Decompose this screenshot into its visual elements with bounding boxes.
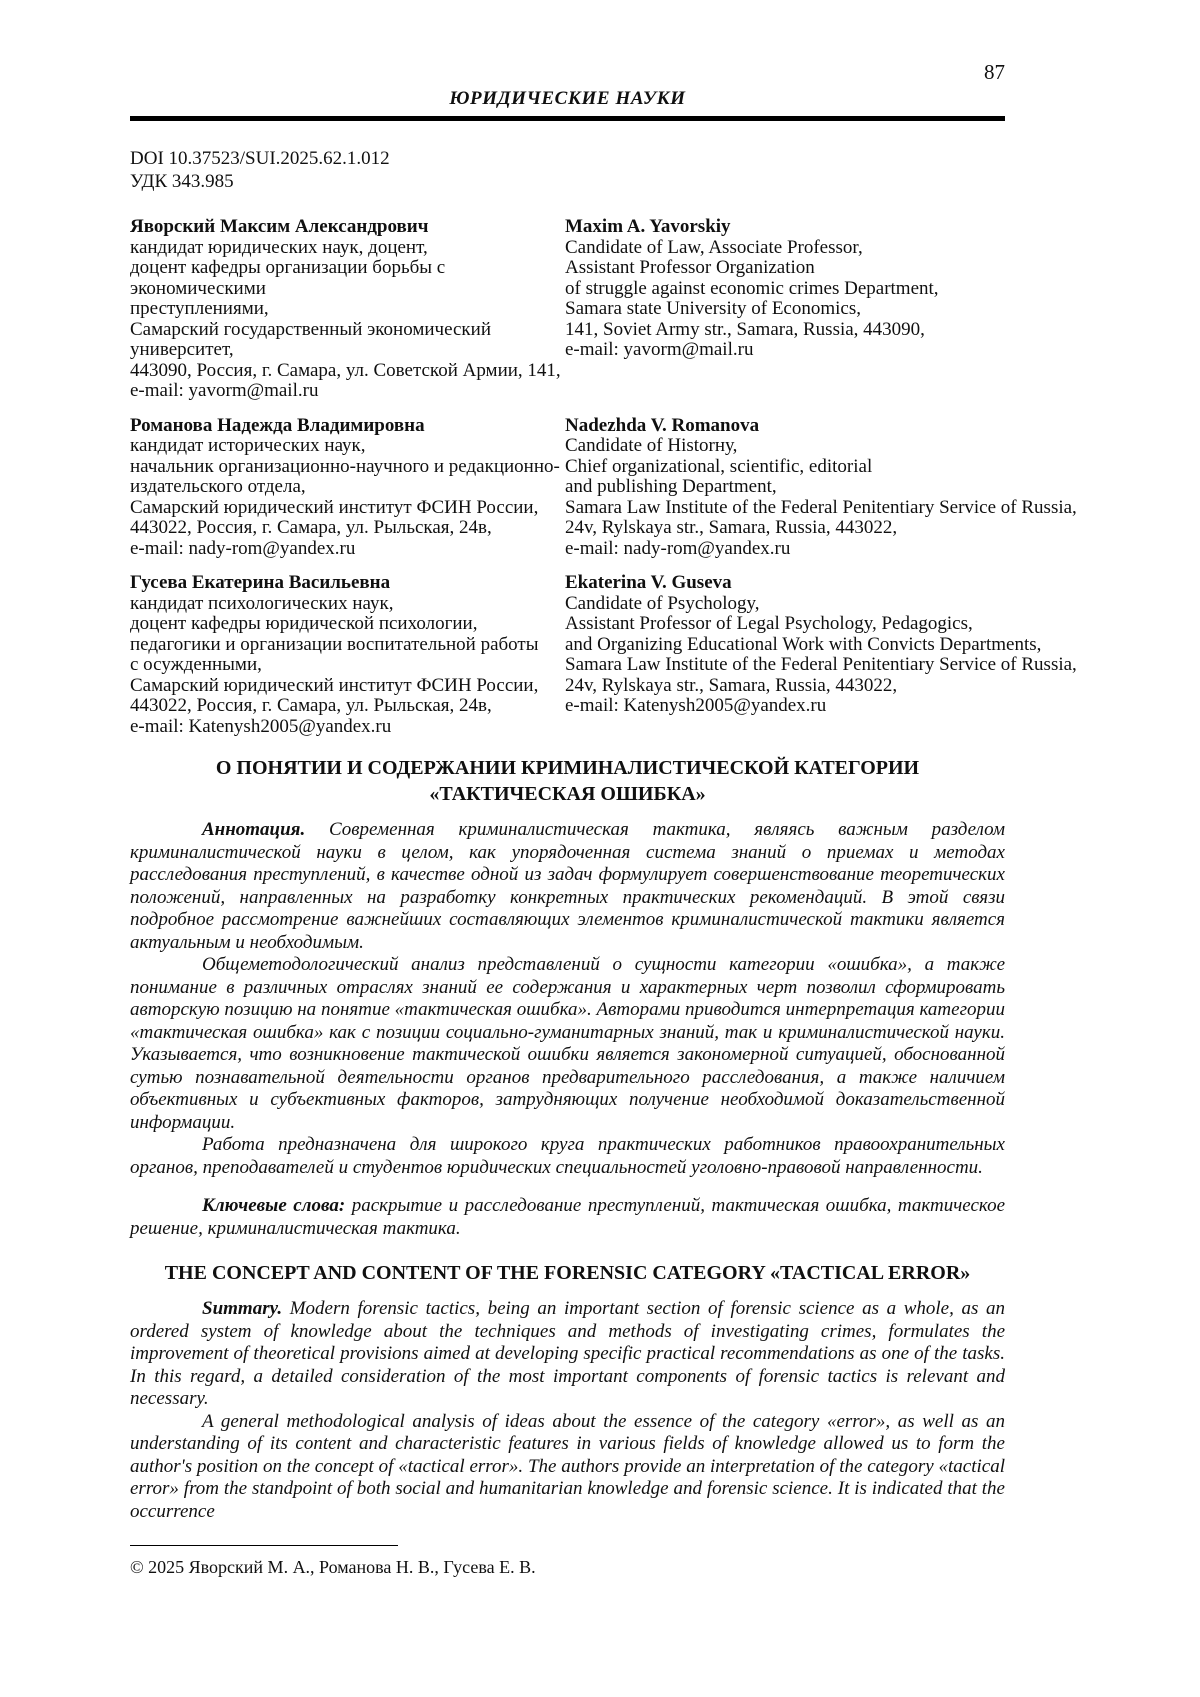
author-block-en (565, 416, 1105, 560)
author-block-en (565, 573, 1105, 737)
annotation-section (130, 819, 1005, 1179)
keywords-label: Ключевые слова: (202, 1195, 346, 1216)
article-title-ru: О ПОНЯТИИ И СОДЕРЖАНИИ КРИМИНАЛИСТИЧЕСКОЙ КАТЕГОРИИ «ТАКТИЧЕСКАЯ ОШИБКА» (215, 757, 920, 805)
summary-section (130, 1298, 1005, 1523)
author-name-en: Ekaterina V. Guseva (565, 572, 732, 593)
author-name-en: Maxim A. Yavorskiy (565, 216, 731, 237)
author-info-en: Candidate of Historну, Chief organizational, scientific, editorial and publishing Department, Samara Law Institute of the Federal Penitentiary Service of Russia, 24v, Rylskaya str., Samara, Russia, 443022, e-mail: nady-rom@yandex.ru (565, 435, 1077, 559)
keywords-section (130, 1195, 1005, 1240)
summary-text: Modern forensic tactics, being an important section of forensic science as a whole, as an ordered system of knowledge about the techniques and methods of investigating crimes, formulates the improvement of theoretical provisions aimed at developing specific practical recommendations as one of the tasks. In this regard, a detailed consideration of the most important components of forensic tactics is relevant and necessary. (130, 1298, 1005, 1409)
annotation-paragraph (130, 819, 1005, 954)
author-name-ru: Яворский Максим Александрович (130, 216, 429, 237)
keywords-text: раскрытие и расследование преступлений, тактическая ошибка, тактическое решение, криминалистическая тактика. (130, 1195, 1005, 1239)
annotation-paragraph: Общеметодологический анализ представлений о сущности категории «ошибка», а также понимание в различных отраслях знаний ее содержания и характерных черт позволил сформировать авторскую позицию на понятие «тактическая ошибка». Авторами приводится интерпретация категории «тактическая ошибка» как с позиции социально-гуманитарных знаний, так и криминалистической науки. Указывается, что возникновение тактической ошибки является закономерной ситуацией, обоснованной сутью познавательной деятельности органов предварительного расследования, а также наличием объективных и субъективных факторов, затрудняющих получение необходимой доказательственной информации. (130, 954, 1005, 1133)
keywords-paragraph (130, 1195, 1005, 1240)
author-name-ru: Романова Надежда Владимировна (130, 414, 425, 436)
author-name-ru: Гусева Екатерина Васильевна (130, 572, 391, 593)
summary-label: Summary. (202, 1298, 283, 1319)
page-number: 87 (984, 60, 1005, 84)
authors-section (130, 217, 1105, 737)
page-footer (130, 1545, 1005, 1578)
author-info-en: Candidate of Law, Associate Professor, Assistant Professor Organization of struggle against economic crimes Department, Samara state University of Economics, 141, Soviet Army str., Samara, Russia, 443090, e-mail: yavorm@mail.ru (565, 236, 939, 360)
doi: DOI 10.37523/SUI.2025.62.1.012 (130, 148, 390, 169)
article-meta (130, 147, 1005, 193)
header-rule (130, 116, 1005, 121)
annotation-paragraph: Работа предназначена для широкого круга практических работников правоохранительных органов, преподавателей и студентов юридических специальностей уголовно-правовой направленности. (130, 1134, 1005, 1178)
author-info-ru: кандидат юридических наук, доцент, доцент кафедры организации борьбы с экономическими преступлениями, Самарский государственный экономический университет, 443090, Россия, г. Самара, ул. Советской Армии, 141, e-mail: yavorm@mail.ru (130, 236, 561, 401)
author-block-ru (130, 573, 565, 737)
udk: УДК 343.985 (130, 171, 234, 192)
footer-rule (130, 1545, 398, 1546)
copyright: © 2025 Яворский М. А., Романова Н. В., Гусева Е. В. (130, 1557, 536, 1577)
author-info-en: Candidate of Psychology, Assistant Professor of Legal Psychology, Pedagogics, and Organizing Educational Work with Convicts Departments, Samara Law Institute of the Federal Penitentiary Service of Russia, 24v, Rylskaya str., Samara, Russia, 443022, e-mail: Katenysh2005@yandex.ru (565, 592, 1077, 716)
section-header: ЮРИДИЧЕСКИЕ НАУКИ (449, 88, 686, 109)
author-name-en: Nadezhda V. Romanova (565, 414, 760, 436)
annotation-text: Современная криминалистическая тактика, являясь важным разделом криминалистической науки в целом, как упорядоченная система знаний о приемах и методах расследования преступлений, в качестве одной из задач формулирует совершенствование теоретических положений, направленных на разработку конкретных практических рекомендаций. В этой связи подробное рассмотрение важнейших составляющих элементов криминалистической тактики является актуальным и необходимым. (130, 819, 1006, 953)
article-title-en: THE CONCEPT AND CONTENT OF THE FORENSIC CATEGORY «TACTICAL ERROR» (164, 1262, 971, 1284)
author-block-en (565, 217, 1105, 402)
summary-paragraph: A general methodological analysis of ideas about the essence of the category «error», as well as an understanding of its content and characteristic features in various fields of knowledge allowed us to form the author's position on the concept of «tactical error». The authors provide an interpretation of the category «tactical error» from the standpoint of both social and humanitarian knowledge and forensic science. It is indicated that the occurrence (130, 1410, 1005, 1522)
annotation-label: Аннотация. (202, 819, 306, 840)
summary-paragraph (130, 1298, 1005, 1411)
author-block-ru (130, 416, 565, 560)
author-info-ru: кандидат психологических наук, доцент кафедры юридической психологии, педагогики и организации воспитательной работы с осужденными, Самарский юридический институт ФСИН России, 443022, Россия, г. Самара, ул. Рыльская, 24в, e-mail: Katenysh2005@yandex.ru (130, 592, 539, 737)
author-info-ru: кандидат исторических наук, начальник организационно-научного и редакционно- издательского отдела, Самарский юридический институт ФСИН России, 443022, Россия, г. Самара, ул. Рыльская, 24в, e-mail: nady-rom@yandex.ru (130, 435, 560, 559)
author-block-ru (130, 217, 565, 402)
